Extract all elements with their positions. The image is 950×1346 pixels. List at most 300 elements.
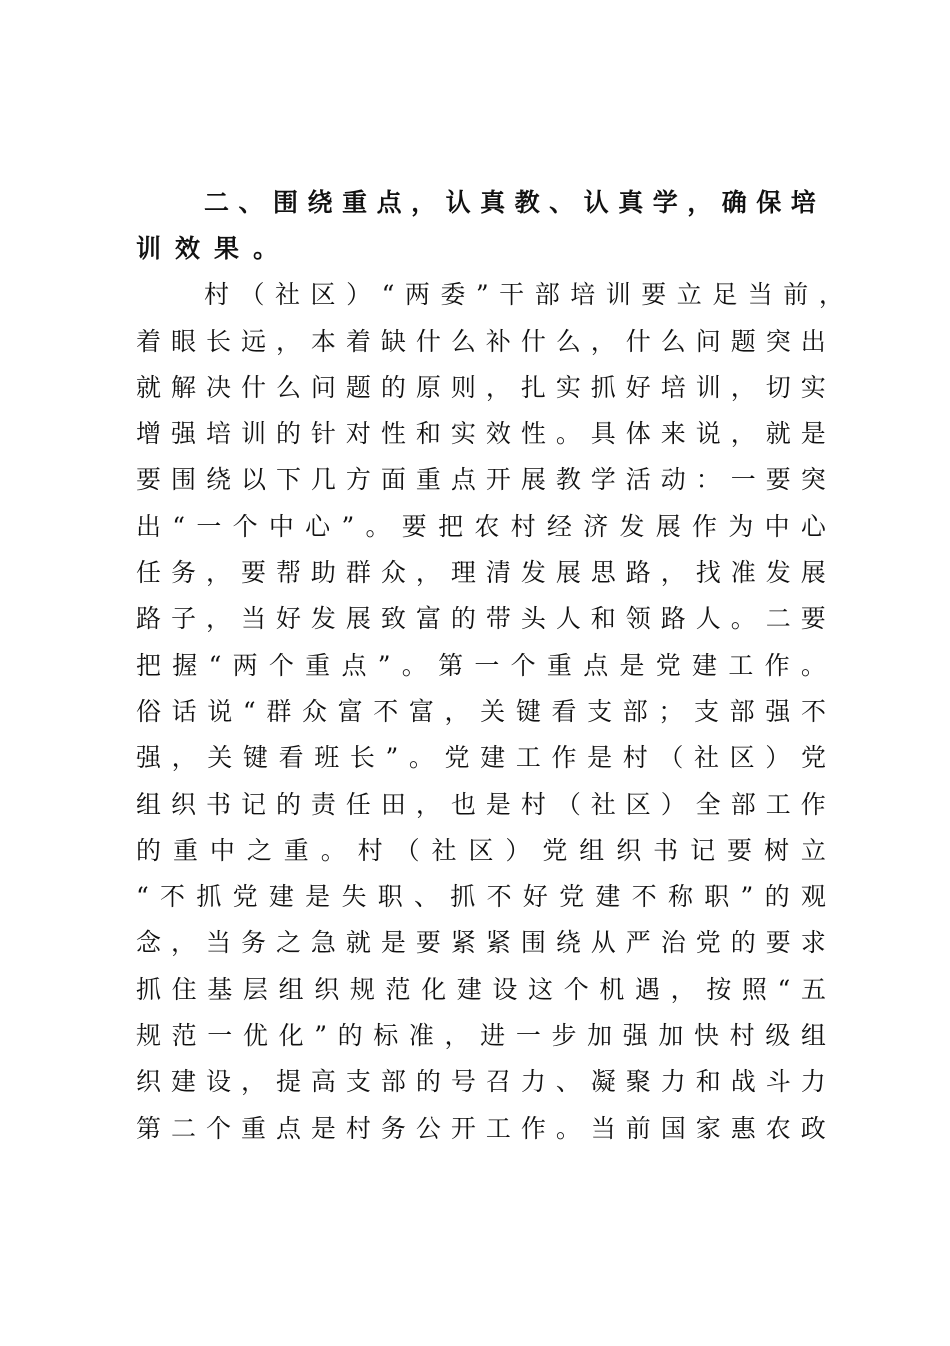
glyph: ，: [818, 280, 844, 309]
glyph: 重: [283, 836, 309, 865]
glyph: 、: [238, 188, 264, 217]
glyph: ，: [670, 975, 696, 1004]
glyph: “: [208, 651, 222, 680]
glyph: 实: [800, 373, 826, 402]
glyph: 化: [421, 975, 447, 1004]
glyph: 按: [706, 975, 732, 1004]
glyph: ，: [687, 188, 713, 217]
glyph: ，: [411, 188, 437, 217]
glyph: 缺: [380, 327, 406, 356]
glyph: 组: [278, 975, 304, 1004]
glyph: 二: [170, 1114, 196, 1143]
glyph: 村: [204, 280, 230, 309]
glyph: 好: [522, 882, 548, 911]
body-line-5: [136, 457, 826, 503]
glyph: 关: [480, 697, 506, 726]
glyph: 领: [625, 604, 651, 633]
glyph: “: [242, 697, 256, 726]
glyph: 。: [408, 743, 434, 772]
glyph: 部: [622, 697, 648, 726]
glyph: 规: [349, 975, 375, 1004]
body-line-4: [136, 411, 826, 457]
glyph: 的: [380, 373, 406, 402]
glyph: 要: [765, 465, 791, 494]
glyph: 班: [314, 743, 340, 772]
glyph: “: [777, 975, 791, 1004]
glyph: 么: [555, 327, 581, 356]
glyph: 村: [510, 512, 536, 541]
glyph: ，: [730, 373, 756, 402]
glyph: 就: [345, 928, 371, 957]
glyph: 设: [205, 1067, 231, 1096]
glyph: ，: [240, 1067, 266, 1096]
glyph: 社: [431, 836, 457, 865]
glyph: 济: [583, 512, 609, 541]
glyph: 一: [474, 651, 500, 680]
glyph: 干: [499, 280, 525, 309]
glyph: 当: [205, 928, 231, 957]
glyph: 什: [240, 373, 266, 402]
glyph: 。: [730, 604, 756, 633]
glyph: 之: [275, 928, 301, 957]
glyph: 、: [414, 882, 440, 911]
glyph: 是: [800, 419, 826, 448]
glyph: 强: [170, 419, 196, 448]
glyph: 补: [485, 327, 511, 356]
glyph: 党: [444, 743, 470, 772]
glyph: 群: [345, 558, 371, 587]
body-line-1: [204, 272, 844, 318]
glyph: 记: [240, 790, 266, 819]
glyph: 建: [170, 1067, 196, 1096]
glyph: 以: [240, 465, 266, 494]
glyph: 级: [765, 1021, 791, 1050]
glyph: 快: [694, 1021, 720, 1050]
glyph: 活: [625, 465, 651, 494]
glyph: 任: [345, 790, 371, 819]
glyph: 工: [515, 743, 541, 772]
glyph: 展: [345, 604, 371, 633]
glyph: 家: [695, 1114, 721, 1143]
glyph: 原: [415, 373, 441, 402]
glyph: 步: [551, 1021, 577, 1050]
glyph: 建: [268, 882, 294, 911]
glyph: 重: [415, 465, 441, 494]
glyph: 绕: [205, 465, 231, 494]
glyph: 工: [765, 790, 791, 819]
glyph: 抓: [450, 882, 476, 911]
glyph: 区: [729, 743, 755, 772]
glyph: 不: [631, 882, 657, 911]
glyph: 作: [551, 743, 577, 772]
glyph: 动: [660, 465, 686, 494]
glyph: 人: [695, 604, 721, 633]
glyph: 认: [445, 188, 471, 217]
glyph: 国: [660, 1114, 686, 1143]
glyph: 党: [559, 882, 585, 911]
glyph: “: [172, 512, 186, 541]
glyph: 加: [658, 1021, 684, 1050]
glyph: 抓: [196, 882, 222, 911]
glyph: 着: [345, 327, 371, 356]
glyph: 不: [800, 697, 826, 726]
body-line-7: [136, 550, 826, 596]
glyph: 展: [520, 465, 546, 494]
glyph: 。: [555, 419, 581, 448]
glyph: 训: [605, 280, 631, 309]
glyph: 的: [337, 1021, 363, 1050]
glyph: 点: [583, 651, 609, 680]
glyph: 教: [514, 188, 540, 217]
glyph: 着: [136, 327, 162, 356]
glyph: 照: [741, 975, 767, 1004]
glyph: 和: [695, 1067, 721, 1096]
glyph: 遇: [634, 975, 660, 1004]
glyph: 社: [694, 743, 720, 772]
glyph: 面: [380, 465, 406, 494]
glyph: 富: [337, 697, 363, 726]
glyph: 村: [622, 743, 648, 772]
glyph: 长: [205, 327, 231, 356]
glyph: 要: [401, 512, 427, 541]
glyph: 社: [590, 790, 616, 819]
glyph: 提: [275, 1067, 301, 1096]
glyph: 召: [485, 1067, 511, 1096]
glyph: 教: [555, 465, 581, 494]
glyph: 是: [310, 1114, 336, 1143]
glyph: 立: [800, 836, 826, 865]
glyph: 层: [242, 975, 268, 1004]
glyph: 的: [275, 419, 301, 448]
glyph: ）: [765, 743, 791, 772]
glyph: 足: [712, 280, 738, 309]
glyph: 公: [415, 1114, 441, 1143]
glyph: 观: [800, 882, 826, 911]
glyph: 展: [555, 558, 581, 587]
heading-line-2: 训效果。: [136, 234, 293, 263]
glyph: 培: [205, 419, 231, 448]
glyph: ）: [505, 836, 531, 865]
glyph: 头: [520, 604, 546, 633]
glyph: 子: [170, 604, 196, 633]
glyph: 清: [485, 558, 511, 587]
glyph: 建: [480, 743, 506, 772]
glyph: 织: [136, 1067, 162, 1096]
glyph: 进: [480, 1021, 506, 1050]
glyph: 发: [765, 558, 791, 587]
glyph: 政: [800, 1114, 826, 1143]
glyph: 点: [450, 465, 476, 494]
glyph: 切: [765, 373, 791, 402]
glyph: ，: [205, 558, 231, 587]
glyph: 理: [450, 558, 476, 587]
glyph: 就: [765, 419, 791, 448]
glyph: 党: [232, 882, 258, 911]
glyph: 扎: [520, 373, 546, 402]
glyph: 真: [618, 188, 644, 217]
glyph: ，: [444, 1021, 470, 1050]
glyph: 斗: [765, 1067, 791, 1096]
glyph: 点: [275, 1114, 301, 1143]
glyph: 作: [800, 790, 826, 819]
glyph: 部: [730, 790, 756, 819]
glyph: 路: [136, 604, 162, 633]
glyph: 范: [385, 975, 411, 1004]
glyph: 农: [474, 512, 500, 541]
glyph: 抓: [590, 373, 616, 402]
glyph: 工: [485, 1114, 511, 1143]
glyph: ，: [485, 373, 511, 402]
body-line-12: [136, 782, 826, 828]
glyph: 思: [590, 558, 616, 587]
glyph: ”: [740, 882, 754, 911]
glyph: 性: [380, 419, 406, 448]
glyph: 重: [305, 651, 331, 680]
glyph: 的: [730, 928, 756, 957]
glyph: ，: [275, 327, 301, 356]
glyph: 性: [520, 419, 546, 448]
body-line-2: [136, 319, 826, 365]
glyph: 确: [721, 188, 747, 217]
glyph: 好: [625, 373, 651, 402]
glyph: ，: [205, 604, 231, 633]
glyph: 重: [342, 188, 368, 217]
body-line-14: [136, 874, 826, 920]
glyph: 任: [136, 558, 162, 587]
glyph: 解: [170, 373, 196, 402]
glyph: 化: [278, 1021, 304, 1050]
glyph: 作: [692, 512, 718, 541]
glyph: 开: [485, 465, 511, 494]
glyph: 村: [729, 1021, 755, 1050]
glyph: 书: [205, 790, 231, 819]
glyph: 支: [694, 697, 720, 726]
glyph: ，: [730, 419, 756, 448]
glyph: 全: [695, 790, 721, 819]
glyph: 组: [800, 1021, 826, 1050]
glyph: 发: [520, 558, 546, 587]
glyph: 立: [676, 280, 702, 309]
glyph: 第: [438, 651, 464, 680]
glyph: 俗: [136, 697, 162, 726]
glyph: 治: [660, 928, 686, 957]
glyph: 记: [690, 836, 716, 865]
glyph: ，: [444, 697, 470, 726]
glyph: 部: [380, 1067, 406, 1096]
glyph: 。: [320, 836, 346, 865]
glyph: 远: [240, 327, 266, 356]
glyph: 急: [310, 928, 336, 957]
glyph: 工: [728, 651, 754, 680]
glyph: 要: [240, 558, 266, 587]
glyph: 带: [485, 604, 511, 633]
glyph: 要: [800, 604, 826, 633]
glyph: 是: [380, 928, 406, 957]
glyph: 键: [515, 697, 541, 726]
glyph: 说: [695, 419, 721, 448]
glyph: 对: [345, 419, 371, 448]
glyph: （: [555, 790, 581, 819]
glyph: 培: [660, 373, 686, 402]
glyph: 什: [415, 327, 441, 356]
glyph: 围: [273, 188, 299, 217]
glyph: 一: [730, 465, 756, 494]
glyph: 强: [136, 743, 162, 772]
glyph: 心: [800, 512, 826, 541]
glyph: 机: [599, 975, 625, 1004]
body-line-13: [136, 828, 826, 874]
glyph: 下: [275, 465, 301, 494]
glyph: 个: [268, 651, 294, 680]
glyph: 强: [765, 697, 791, 726]
glyph: 聚: [625, 1067, 651, 1096]
glyph: 中: [209, 836, 235, 865]
glyph: 住: [171, 975, 197, 1004]
glyph: 求: [800, 928, 826, 957]
glyph: 发: [619, 512, 645, 541]
glyph: 绕: [307, 188, 333, 217]
glyph: 么: [275, 373, 301, 402]
glyph: 要: [641, 280, 667, 309]
glyph: 展: [655, 512, 681, 541]
glyph: 党: [695, 928, 721, 957]
glyph: 关: [207, 743, 233, 772]
glyph: 什: [520, 327, 546, 356]
glyph: 、: [549, 188, 575, 217]
glyph: 围: [170, 465, 196, 494]
glyph: 把: [438, 512, 464, 541]
glyph: 高: [310, 1067, 336, 1096]
body-line-9: [136, 643, 826, 689]
glyph: 区: [310, 280, 336, 309]
glyph: 是: [587, 743, 613, 772]
glyph: 。: [365, 512, 391, 541]
glyph: 众: [301, 697, 327, 726]
glyph: 眼: [170, 327, 196, 356]
glyph: 长: [349, 743, 375, 772]
glyph: 的: [136, 836, 162, 865]
glyph: 党: [542, 836, 568, 865]
glyph: 人: [555, 604, 581, 633]
glyph: 助: [310, 558, 336, 587]
glyph: 建: [456, 975, 482, 1004]
glyph: 键: [242, 743, 268, 772]
glyph: 紧: [450, 928, 476, 957]
glyph: 这: [528, 975, 554, 1004]
glyph: 念: [136, 928, 162, 957]
glyph: 学: [590, 465, 616, 494]
glyph: 准: [408, 1021, 434, 1050]
glyph: ，: [590, 327, 616, 356]
glyph: 要: [415, 928, 441, 957]
glyph: 点: [376, 188, 402, 217]
glyph: 的: [450, 604, 476, 633]
body-line-8: [136, 596, 826, 642]
glyph: 心: [305, 512, 331, 541]
glyph: 实: [450, 419, 476, 448]
glyph: 好: [275, 604, 301, 633]
glyph: 。: [800, 651, 826, 680]
glyph: 的: [415, 1067, 441, 1096]
glyph: 突: [765, 327, 791, 356]
glyph: 实: [555, 373, 581, 402]
glyph: 路: [625, 558, 651, 587]
glyph: 群: [266, 697, 292, 726]
glyph: 党: [800, 743, 826, 772]
glyph: 决: [205, 373, 231, 402]
glyph: 。: [401, 651, 427, 680]
glyph: 树: [763, 836, 789, 865]
glyph: 题: [345, 373, 371, 402]
glyph: 区: [625, 790, 651, 819]
glyph: ”: [314, 1021, 327, 1050]
glyph: 训: [695, 373, 721, 402]
glyph: 职: [704, 882, 730, 911]
glyph: 强: [622, 1021, 648, 1050]
glyph: 问: [695, 327, 721, 356]
glyph: 基: [207, 975, 233, 1004]
glyph: 从: [590, 928, 616, 957]
glyph: 中: [764, 512, 790, 541]
glyph: 力: [660, 1067, 686, 1096]
glyph: 之: [246, 836, 272, 865]
glyph: 务: [380, 1114, 406, 1143]
glyph: 准: [730, 558, 756, 587]
glyph: 作: [520, 1114, 546, 1143]
body-line-10: [136, 689, 826, 735]
glyph: 当: [240, 604, 266, 633]
glyph: 建: [692, 651, 718, 680]
glyph: 绕: [555, 928, 581, 957]
glyph: 重: [240, 1114, 266, 1143]
glyph: 书: [653, 836, 679, 865]
glyph: 把: [136, 651, 162, 680]
glyph: 突: [800, 465, 826, 494]
body-line-6: [136, 504, 826, 550]
body-line-11: [136, 735, 826, 781]
glyph: 职: [377, 882, 403, 911]
glyph: 个: [205, 1114, 231, 1143]
glyph: 组: [579, 836, 605, 865]
glyph: 组: [136, 790, 162, 819]
glyph: 则: [450, 373, 476, 402]
glyph: 点: [341, 651, 367, 680]
glyph: 力: [800, 1067, 826, 1096]
glyph: 党: [655, 651, 681, 680]
glyph: （: [239, 280, 265, 309]
glyph: 设: [492, 975, 518, 1004]
glyph: “: [136, 882, 149, 911]
glyph: 村: [520, 790, 546, 819]
glyph: 出: [800, 327, 826, 356]
glyph: 说: [207, 697, 233, 726]
glyph: 么: [450, 327, 476, 356]
glyph: ”: [475, 280, 489, 309]
glyph: 要: [765, 928, 791, 957]
body-line-3: [136, 365, 826, 411]
glyph: ）: [660, 790, 686, 819]
glyph: 什: [625, 327, 651, 356]
glyph: 培: [790, 188, 816, 217]
glyph: 区: [468, 836, 494, 865]
glyph: 责: [310, 790, 336, 819]
glyph: 就: [136, 373, 162, 402]
glyph: 凝: [590, 1067, 616, 1096]
glyph: 村: [345, 1114, 371, 1143]
glyph: ）: [346, 280, 372, 309]
glyph: 号: [450, 1067, 476, 1096]
glyph: 一: [515, 1021, 541, 1050]
